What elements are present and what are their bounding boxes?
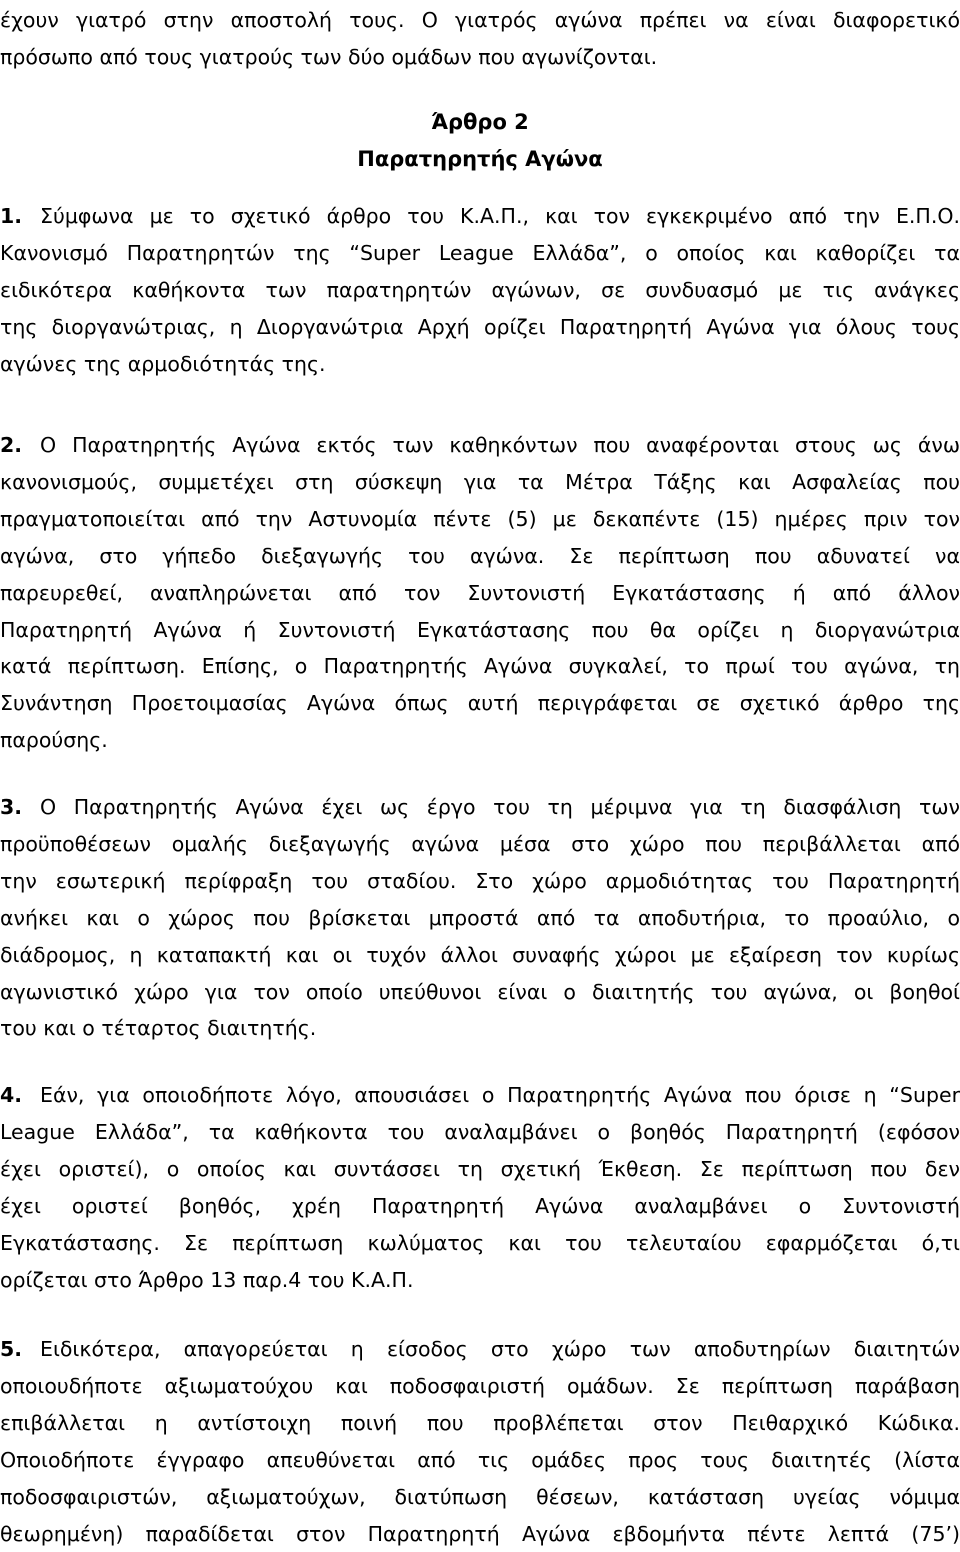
text-line: αγωνιστικό χώρο για τον οποίο υπεύθυνοι είναι ο διαιτητής του αγώνα, οι βοηθοί — [0, 979, 960, 1004]
paragraph-3 — [0, 789, 960, 1047]
text-line: αγώνα, στο γήπεδο διεξαγωγής του αγώνα. Σε περίπτωση που αδυνατεί να — [0, 543, 960, 568]
paragraph-5 — [0, 1331, 960, 1552]
text-line: Σύμφωνα με το σχετικό άρθρο του Κ.Α.Π., και τον εγκεκριμένο από την Ε.Π.Ο. — [40, 204, 960, 228]
text-line: αγώνες της αρμοδιότητάς της. — [0, 351, 326, 376]
article-number: Άρθρο 2 — [431, 110, 529, 134]
intro-paragraph — [0, 2, 960, 76]
paragraph-number: 2. — [0, 433, 23, 457]
text-line: παρευρεθεί, αναπληρώνεται από τον Συντονιστή Εγκατάστασης ή από άλλον — [0, 580, 960, 605]
paragraph-1 — [0, 198, 960, 383]
text-line: την εσωτερική περίφραξη του σταδίου. Στο χώρο αρμοδιότητας του Παρατηρητή — [0, 868, 960, 893]
text-line: κανονισμούς, συμμετέχει στη σύσκεψη για τα Μέτρα Τάξης και Ασφαλείας που — [0, 469, 960, 494]
text-line: έχουν γιατρό στην αποστολή τους. Ο γιατρός αγώνα πρέπει να είναι διαφορετικό — [0, 8, 960, 32]
text-line: Παρατηρητή Αγώνα ή Συντονιστή Εγκατάστασης που θα ορίζει η διοργανώτρια — [0, 617, 960, 642]
text-line: Ο Παρατηρητής Αγώνα έχει ως έργο του τη μέριμνα για τη διασφάλιση των — [40, 795, 960, 819]
text-line: έχει οριστεί βοηθός, χρέη Παρατηρητή Αγώνα αναλαμβάνει ο Συντονιστή — [0, 1193, 960, 1218]
paragraph-number: 1. — [0, 204, 23, 228]
paragraph-2 — [0, 427, 960, 759]
text-line: ειδικότερα καθήκοντα των παρατηρητών αγώνων, σε συνδυασμό με τις ανάγκες — [0, 277, 960, 302]
paragraph-number: 3. — [0, 795, 23, 819]
text-line: League Ελλάδα”, τα καθήκοντα του αναλαμβάνει ο βοηθός Παρατηρητή (εφόσον — [0, 1119, 960, 1144]
text-line: έχει οριστεί), ο οποίος και συντάσσει τη σχετική Έκθεση. Σε περίπτωση που δεν — [0, 1156, 960, 1181]
text-line: επιβάλλεται η αντίστοιχη ποινή που προβλέπεται στον Πειθαρχικό Κώδικα. — [0, 1410, 960, 1435]
text-line: πρόσωπο από τους γιατρούς των δύο ομάδων που αγωνίζονται. — [0, 44, 658, 69]
text-line: Ειδικότερα, απαγορεύεται η είσοδος στο χώρο των αποδυτηρίων διαιτητών — [40, 1337, 960, 1361]
text-line: του και ο τέταρτος διαιτητής. — [0, 1016, 317, 1041]
text-line: Εγκατάστασης. Σε περίπτωση κωλύματος και του τελευταίου εφαρμόζεται ό,τι — [0, 1230, 960, 1255]
text-line: πραγματοποιείται από την Αστυνομία πέντε (5) με δεκαπέντε (15) ημέρες πριν τον — [0, 506, 960, 531]
text-line: της διοργανώτριας, η Διοργανώτρια Αρχή ορίζει Παρατηρητή Αγώνα για όλους τους — [0, 314, 960, 339]
text-line: προϋποθέσεων ομαλής διεξαγωγής αγώνα μέσα στο χώρο που περιβάλλεται από — [0, 831, 960, 856]
text-line: παρούσης. — [0, 728, 108, 753]
text-line: διάδρομος, η καταπακτή και οι τυχόν άλλοι συναφής χώροι με εξαίρεση τον κυρίως — [0, 942, 960, 967]
paragraph-number: 5. — [0, 1337, 23, 1361]
paragraph-number: 4. — [0, 1083, 23, 1107]
text-line: κατά περίπτωση. Επίσης, ο Παρατηρητής Αγώνα συγκαλεί, το πρωί του αγώνα, τη — [0, 654, 960, 679]
text-line: Ο Παρατηρητής Αγώνα εκτός των καθηκόντων που αναφέρονται στους ως άνω — [40, 433, 960, 457]
text-line: ανήκει και ο χώρος που βρίσκεται μπροστά από τα αποδυτήρια, το προαύλιο, ο — [0, 905, 960, 930]
paragraph-4 — [0, 1077, 960, 1298]
text-line: Εάν, για οποιοδήποτε λόγο, απουσιάσει ο Παρατηρητής Αγώνα που όρισε η “Super — [40, 1083, 960, 1107]
text-line: Συνάντηση Προετοιμασίας Αγώνα όπως αυτή περιγράφεται σε σχετικό άρθρο της — [0, 691, 960, 716]
text-line: οποιουδήποτε αξιωματούχου και ποδοσφαιριστή ομάδων. Σε περίπτωση παράβαση — [0, 1373, 960, 1398]
text-line: Οποιοδήποτε έγγραφο απευθύνεται από τις ομάδες προς τους διαιτητές (λίστα — [0, 1447, 960, 1472]
article-title: Παρατηρητής Αγώνα — [357, 147, 603, 171]
text-line: θεωρημένη) παραδίδεται στον Παρατηρητή Αγώνα εβδομήντα πέντε λεπτά (75’) — [0, 1521, 960, 1546]
text-line: Κανονισμό Παρατηρητών της “Super League Ελλάδα”, ο οποίος και καθορίζει τα — [0, 240, 960, 265]
text-line: ορίζεται στο Άρθρο 13 παρ.4 του Κ.Α.Π. — [0, 1267, 414, 1292]
text-line: ποδοσφαιριστών, αξιωματούχων, διατύπωση θέσεων, κατάσταση υγείας νόμιμα — [0, 1484, 960, 1509]
